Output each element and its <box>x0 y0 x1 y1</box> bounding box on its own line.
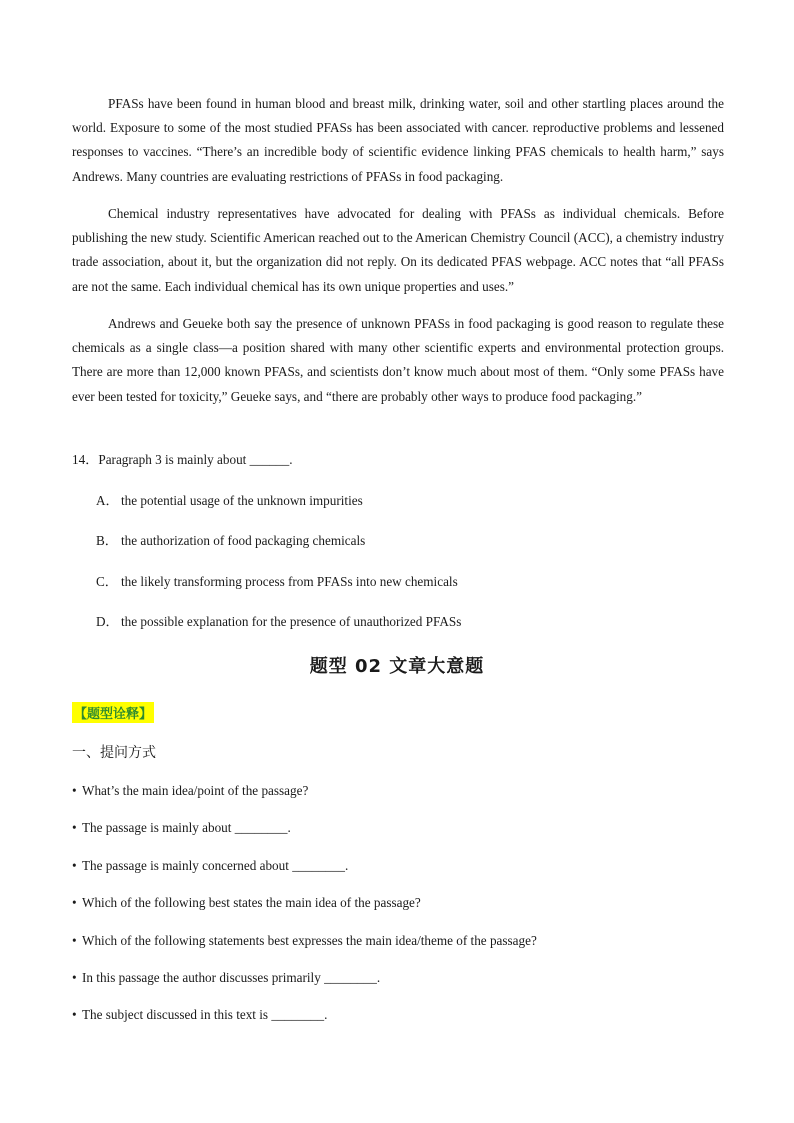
option-b-letter: B． <box>96 533 118 548</box>
option-d <box>96 611 461 630</box>
type-explanation-tag: 【题型诠释】 <box>72 702 154 723</box>
list-item: • The subject discussed in this text is ________. <box>72 1007 328 1022</box>
list-item: • Which of the following statements best expresses the main idea/theme of the passage? <box>72 933 537 948</box>
option-d-text: the possible explanation for the presence of unauthorized PFASs <box>121 614 462 629</box>
bullet-icon: • <box>72 895 77 910</box>
option-c-letter: C． <box>96 574 118 589</box>
option-b-text: the authorization of food packaging chemicals <box>121 533 366 548</box>
list-item: • In this passage the author discusses primarily ________. <box>72 970 381 985</box>
bullet-icon: • <box>72 933 77 948</box>
question-14: 14．Paragraph 3 is mainly about ______. <box>72 452 293 467</box>
list-item: • What’s the main idea/point of the passage? <box>72 783 309 798</box>
bullet-icon: • <box>72 970 77 985</box>
subheading-question-forms: 一、提问方式 <box>72 745 156 761</box>
option-c <box>96 571 458 590</box>
list-item: • The passage is mainly concerned about ________. <box>72 858 349 873</box>
option-b <box>96 530 365 549</box>
passage-paragraph-2: Chemical industry representatives have advocated for dealing with PFASs as individual chemicals. Before publishing the new study. Scientific American reached out to the American Chemistry Council (ACC), a chemistry industry trade association, about it, but the organization did not reply. On its dedicated PFAS webpage. ACC notes that “all PFASs are not the same. Each individual chemical has its own unique properties and uses.” <box>72 206 724 294</box>
list-item: • The passage is mainly about ________. <box>72 820 291 835</box>
option-a <box>96 490 363 509</box>
option-a-text: the potential usage of the unknown impurities <box>121 493 363 508</box>
bullet-icon: • <box>72 858 77 873</box>
option-a-letter: A． <box>96 493 119 508</box>
bullet-icon: • <box>72 1007 77 1022</box>
bullet-icon: • <box>72 820 77 835</box>
option-d-letter: D． <box>96 614 119 629</box>
list-item: • Which of the following best states the main idea of the passage? <box>72 895 421 910</box>
option-c-text: the likely transforming process from PFASs into new chemicals <box>121 574 458 589</box>
passage-paragraph-3: Andrews and Geueke both say the presence of unknown PFASs in food packaging is good reason to regulate these chemicals as a single class—a position shared with many other scientific experts and environmental protection groups. There are more than 12,000 known PFASs, and scientists don’t know much about most of them. “Only some PFASs have ever been tested for toxicity,” Geueke says, and “there are probably other ways to produce food packaging.” <box>72 316 724 404</box>
passage-paragraph-1: PFASs have been found in human blood and breast milk, drinking water, soil and other startling places around the world. Exposure to some of the most studied PFASs has been associated with cancer. reproductive problems and lessened responses to vaccines. “There’s an incredible body of scientific evidence linking PFAS chemicals to health harm,” says Andrews. Many countries are evaluating restrictions of PFASs in food packaging. <box>72 96 724 184</box>
section-heading: 题型 02 文章大意题 <box>309 656 485 677</box>
bullet-icon: • <box>72 783 77 798</box>
